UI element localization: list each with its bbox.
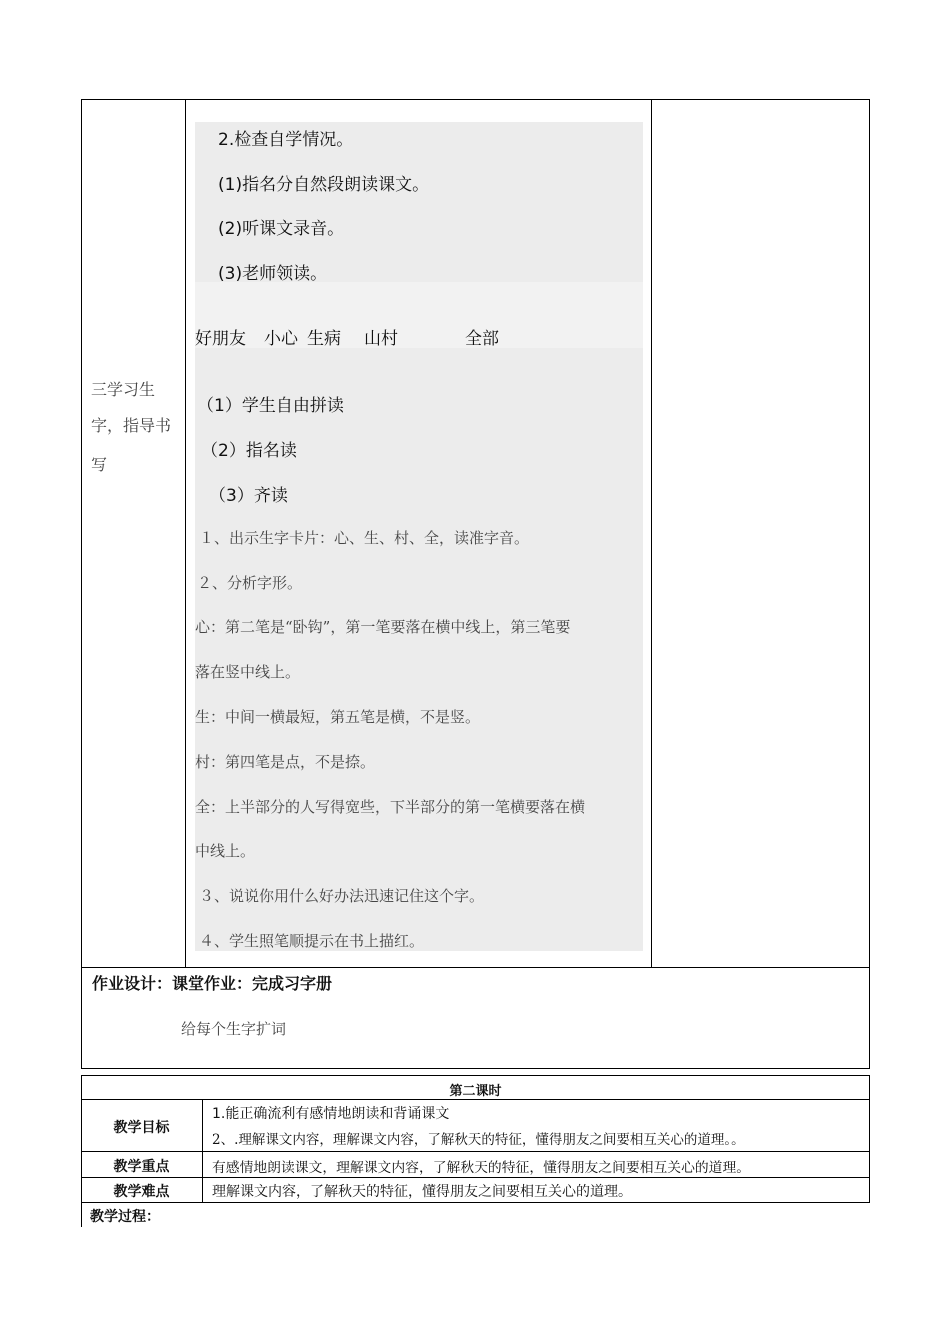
reading-step-1: （1）学生自由拼读 bbox=[197, 396, 344, 416]
goal-label: 教学目标 bbox=[113, 1120, 170, 1136]
section-label-line: 写 bbox=[91, 455, 108, 474]
word: 全部 bbox=[465, 329, 499, 349]
section-label-line: 字，指导书 bbox=[91, 416, 172, 435]
key-text: 有感情地朗读课文，理解课文内容，了解秋天的特征，懂得朋友之间要相互关心的道理。 bbox=[212, 1160, 751, 1176]
char-analysis-sheng: 生：中间一横最短，第五笔是横，不是竖。 bbox=[195, 708, 481, 726]
word: 小心 bbox=[264, 329, 298, 349]
char-analysis-xin: 心：第二笔是“卧钩”，第一笔要落在横中线上，第三笔要 bbox=[195, 618, 571, 636]
char-analysis-xin-cont: 落在竖中线上。 bbox=[195, 663, 301, 681]
read-step-1: (1)指名分自然段朗读课文。 bbox=[218, 175, 430, 195]
word: 生病 bbox=[307, 329, 341, 349]
char-analysis-cun: 村：第四笔是点，不是捺。 bbox=[195, 753, 376, 771]
homework-title: 作业设计：课堂作业：完成习字册 bbox=[92, 974, 333, 993]
hard-text: 理解课文内容，了解秋天的特征，懂得朋友之间要相互关心的道理。 bbox=[212, 1184, 632, 1200]
char-step-2: ２、分析字形。 bbox=[197, 574, 303, 592]
goal-line-1: 1.能正确流利有感情地朗读和背诵课文 bbox=[212, 1106, 450, 1122]
read-step-2: (2)听课文录音。 bbox=[218, 219, 345, 239]
word: 山村 bbox=[364, 329, 398, 349]
lesson2-header: 第二课时 bbox=[449, 1084, 502, 1099]
process-label: 教学过程： bbox=[90, 1209, 160, 1225]
section-label-line: 三学习生 bbox=[91, 380, 156, 399]
read-step-3: (3)老师领读。 bbox=[218, 264, 328, 284]
char-analysis-quan-cont: 中线上。 bbox=[195, 842, 256, 860]
char-step-3: ３、说说你用什么好办法迅速记住这个字。 bbox=[199, 887, 485, 905]
homework-item: 给每个生字扩词 bbox=[181, 1020, 287, 1038]
reading-step-2: （2）指名读 bbox=[201, 441, 297, 461]
check-step: 2.检查自学情况。 bbox=[218, 130, 354, 150]
reading-step-3: （3）齐读 bbox=[209, 486, 288, 506]
key-label: 教学重点 bbox=[113, 1159, 170, 1175]
hard-label: 教学难点 bbox=[113, 1184, 170, 1200]
goal-line-2: 2、.理解课文内容，理解课文内容，了解秋天的特征，懂得朋友之间要相互关心的道理。。 bbox=[212, 1132, 745, 1148]
char-step-1: １、出示生字卡片：心、生、村、全，读准字音。 bbox=[199, 529, 530, 547]
char-step-4: ４、学生照笔顺提示在书上描红。 bbox=[199, 932, 425, 950]
word: 好朋友 bbox=[195, 329, 246, 349]
char-analysis-quan: 全：上半部分的人写得宽些，下半部分的第一笔横要落在横 bbox=[195, 798, 586, 816]
